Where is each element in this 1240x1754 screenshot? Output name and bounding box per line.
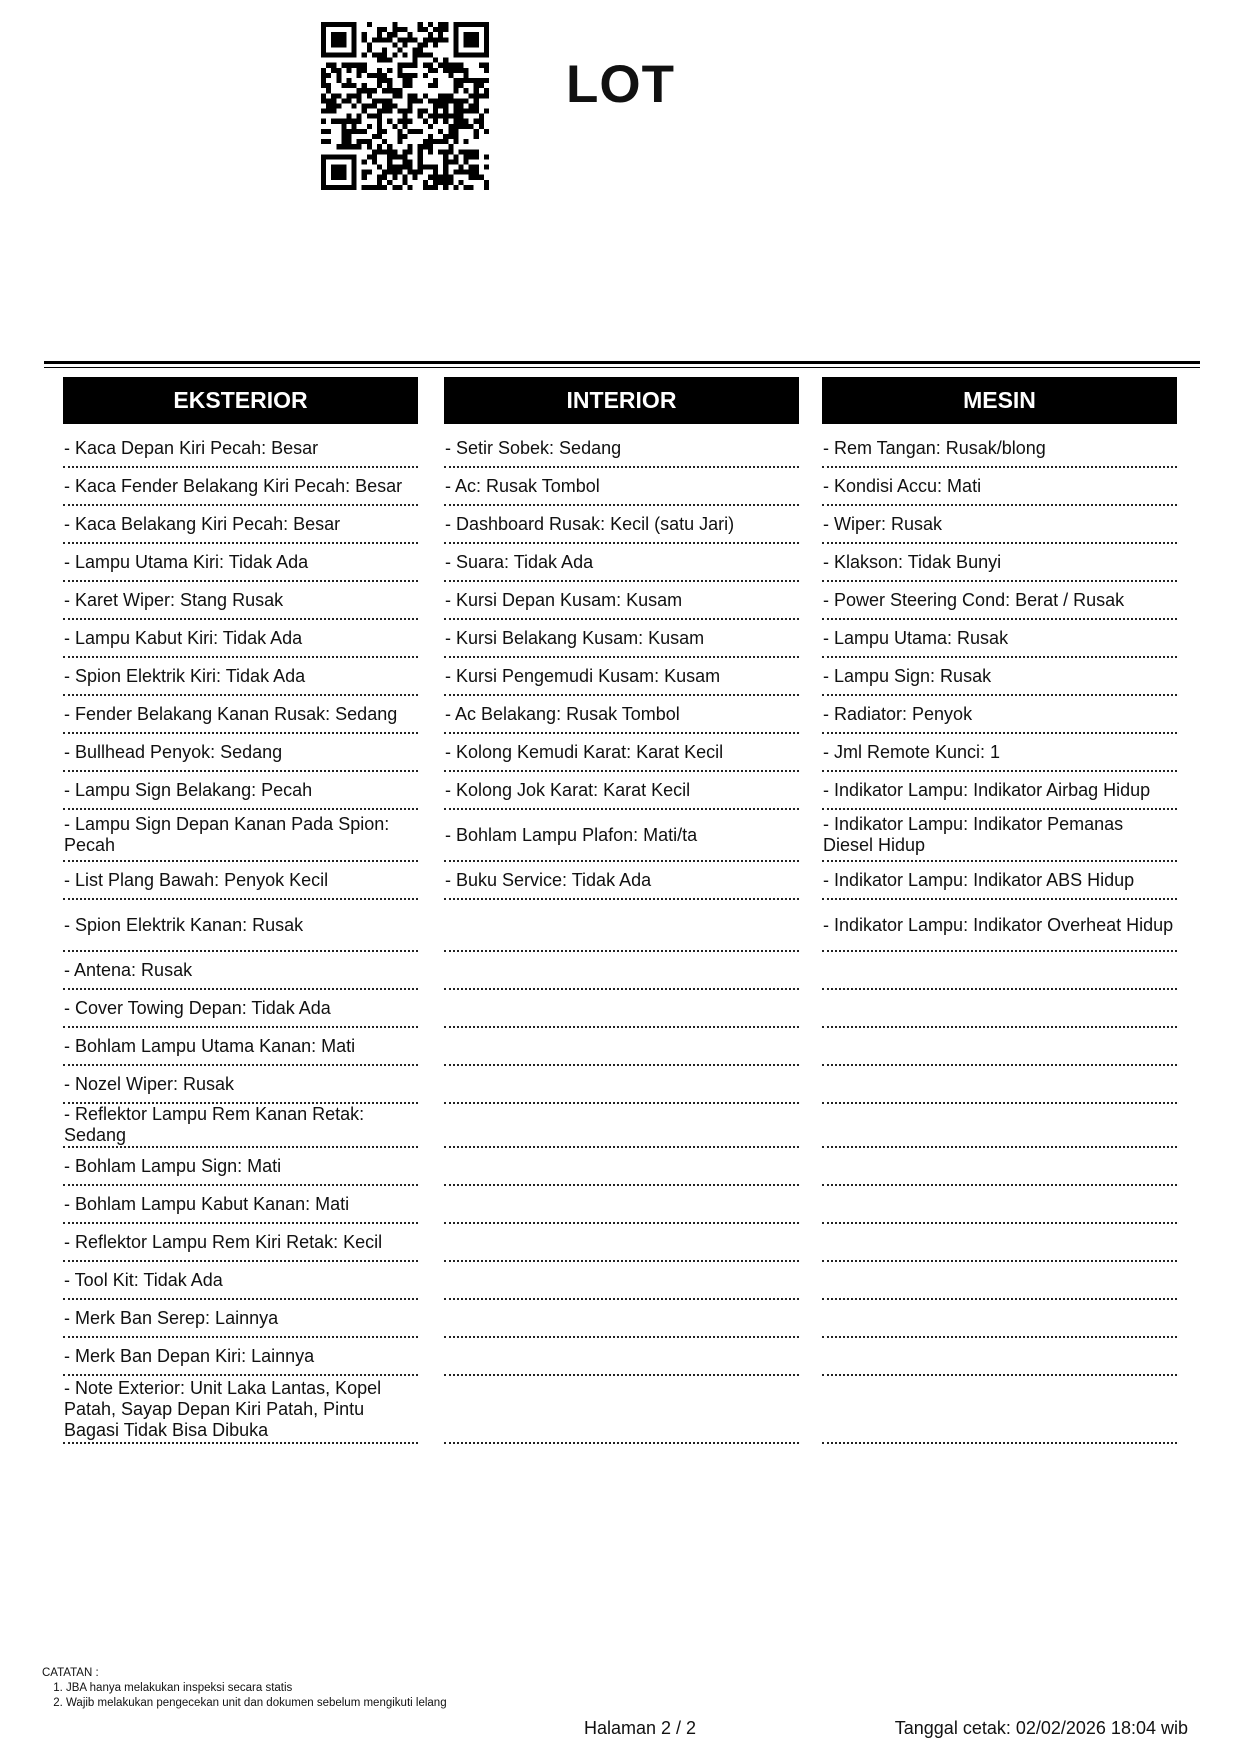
row-text: - Indikator Lampu: Indikator Pemanas Diesel Hidup [823, 814, 1124, 855]
row-text: - Merk Ban Depan Kiri: Lainnya [64, 1345, 315, 1366]
table-row [63, 810, 418, 862]
table-row [63, 1376, 418, 1444]
table-row [822, 430, 1177, 468]
table-row [444, 990, 799, 1028]
row-text: - Ac: Rusak Tombol [445, 475, 600, 496]
table-row [63, 990, 418, 1028]
table-row [63, 900, 418, 952]
table-row [822, 1186, 1177, 1224]
row-text: - Cover Towing Depan: Tidak Ada [64, 997, 331, 1018]
table-row [822, 772, 1177, 810]
row-text: - Bullhead Penyok: Sedang [64, 741, 283, 762]
table-row [63, 658, 418, 696]
column-header-interior: INTERIOR [444, 377, 799, 424]
table-row [822, 620, 1177, 658]
table-row [444, 506, 799, 544]
table-row [63, 1028, 418, 1066]
row-text: - Reflektor Lampu Rem Kanan Retak: Sedang [64, 1104, 365, 1145]
print-date: Tanggal cetak: 02/02/2026 18:04 wib [894, 1718, 1188, 1738]
table-row [822, 696, 1177, 734]
row-text: - Lampu Utama Kiri: Tidak Ada [64, 551, 309, 572]
table-row [822, 862, 1177, 900]
column-eksterior [63, 377, 418, 1444]
table-row [63, 506, 418, 544]
table-row [822, 1300, 1177, 1338]
table-row [822, 952, 1177, 990]
row-text: - Bohlam Lampu Plafon: Mati/ta [445, 824, 698, 845]
table-row [822, 1028, 1177, 1066]
table-row [444, 582, 799, 620]
row-text: - Lampu Sign: Rusak [823, 665, 992, 686]
table-row [444, 1186, 799, 1224]
row-text: - Note Exterior: Unit Laka Lantas, Kopel Patah, Sayap Depan Kiri Patah, Pintu Bagasi Tidak Bisa Dibuka [64, 1377, 382, 1440]
table-row [822, 734, 1177, 772]
table-row [444, 1262, 799, 1300]
row-text: - Nozel Wiper: Rusak [64, 1073, 235, 1094]
table-row [444, 772, 799, 810]
mesin-rows [822, 430, 1177, 1444]
row-text: - Wiper: Rusak [823, 513, 943, 534]
lot-title: LOT [566, 55, 675, 114]
table-row [444, 620, 799, 658]
table-row [63, 1300, 418, 1338]
row-text: - Tool Kit: Tidak Ada [64, 1269, 223, 1290]
row-text: - Indikator Lampu: Indikator Overheat Hidup [823, 914, 1174, 935]
table-row [822, 900, 1177, 952]
table-row [822, 1338, 1177, 1376]
qr-code [321, 22, 489, 190]
column-mesin [822, 377, 1177, 1444]
row-text: - Kaca Depan Kiri Pecah: Besar [64, 437, 319, 458]
notes-list [42, 1681, 447, 1711]
row-text: - Antena: Rusak [64, 959, 193, 980]
row-text: - Kursi Depan Kusam: Kusam [445, 589, 683, 610]
table-row [822, 506, 1177, 544]
row-text: - Power Steering Cond: Berat / Rusak [823, 589, 1125, 610]
table-row [444, 696, 799, 734]
row-text: - Klakson: Tidak Bunyi [823, 551, 1002, 572]
row-text: - Karet Wiper: Stang Rusak [64, 589, 284, 610]
table-row [822, 810, 1177, 862]
row-text: - Kolong Kemudi Karat: Karat Kecil [445, 741, 724, 762]
table-row [63, 620, 418, 658]
table-row [822, 1224, 1177, 1262]
eksterior-rows [63, 430, 418, 1444]
row-text: - Rem Tangan: Rusak/blong [823, 437, 1046, 458]
row-text: - Indikator Lampu: Indikator ABS Hidup [823, 869, 1135, 890]
table-row [63, 468, 418, 506]
table-row [822, 582, 1177, 620]
table-row [444, 1104, 799, 1148]
row-text: - Lampu Sign Depan Kanan Pada Spion: Pecah [64, 814, 390, 855]
table-row [63, 772, 418, 810]
table-row [822, 468, 1177, 506]
row-text: - Bohlam Lampu Utama Kanan: Mati [64, 1035, 356, 1056]
table-row [444, 1300, 799, 1338]
row-text: - Indikator Lampu: Indikator Airbag Hidup [823, 779, 1151, 800]
table-row [63, 952, 418, 990]
table-row [444, 952, 799, 990]
row-text: - Buku Service: Tidak Ada [445, 869, 652, 890]
table-row [63, 1224, 418, 1262]
row-text: - Dashboard Rusak: Kecil (satu Jari) [445, 513, 735, 534]
row-text: - List Plang Bawah: Penyok Kecil [64, 869, 329, 890]
table-row [63, 582, 418, 620]
row-text: - Bohlam Lampu Kabut Kanan: Mati [64, 1193, 350, 1214]
row-text: - Merk Ban Serep: Lainnya [64, 1307, 279, 1328]
row-text: - Kaca Belakang Kiri Pecah: Besar [64, 513, 341, 534]
row-text: - Lampu Sign Belakang: Pecah [64, 779, 313, 800]
table-row [444, 734, 799, 772]
table-row [444, 1066, 799, 1104]
table-row [822, 1104, 1177, 1148]
row-text: - Ac Belakang: Rusak Tombol [445, 703, 680, 724]
row-text: - Reflektor Lampu Rem Kiri Retak: Kecil [64, 1231, 383, 1252]
table-row [63, 734, 418, 772]
row-text: - Radiator: Penyok [823, 703, 973, 724]
header-divider-thin [44, 367, 1200, 368]
table-row [444, 1338, 799, 1376]
table-row [63, 544, 418, 582]
column-header-eksterior: EKSTERIOR [63, 377, 418, 424]
table-row [444, 1376, 799, 1444]
table-row [444, 658, 799, 696]
table-row [63, 1104, 418, 1148]
row-text: - Suara: Tidak Ada [445, 551, 594, 572]
row-text: - Kolong Jok Karat: Karat Kecil [445, 779, 691, 800]
table-row [444, 430, 799, 468]
table-row [63, 1066, 418, 1104]
table-row [63, 1186, 418, 1224]
table-row [444, 1148, 799, 1186]
table-row [822, 1066, 1177, 1104]
row-text: - Kursi Pengemudi Kusam: Kusam [445, 665, 721, 686]
row-text: - Spion Elektrik Kanan: Rusak [64, 914, 304, 935]
table-row [444, 468, 799, 506]
row-text: - Kursi Belakang Kusam: Kusam [445, 627, 705, 648]
table-row [63, 696, 418, 734]
note-item: 2. Wajib melakukan pengecekan unit dan dokumen sebelum mengikuti lelang [66, 1696, 447, 1711]
note-item: 1. JBA hanya melakukan inspeksi secara statis [66, 1681, 447, 1696]
table-row [822, 1262, 1177, 1300]
header-divider [44, 361, 1200, 364]
table-row [63, 1148, 418, 1186]
page-number: Halaman 2 / 2 [584, 1718, 697, 1738]
table-row [822, 990, 1177, 1028]
table-row [444, 862, 799, 900]
row-text: - Lampu Kabut Kiri: Tidak Ada [64, 627, 303, 648]
row-text: - Jml Remote Kunci: 1 [823, 741, 1001, 762]
row-text: - Kondisi Accu: Mati [823, 475, 982, 496]
row-text: - Kaca Fender Belakang Kiri Pecah: Besar [64, 475, 403, 496]
notes-title: CATATAN : [42, 1667, 99, 1679]
interior-rows [444, 430, 799, 1444]
table-row [822, 658, 1177, 696]
column-interior [444, 377, 799, 1444]
row-text: - Lampu Utama: Rusak [823, 627, 1009, 648]
table-row [444, 1224, 799, 1262]
column-header-mesin: MESIN [822, 377, 1177, 424]
row-text: - Setir Sobek: Sedang [445, 437, 622, 458]
table-row [822, 544, 1177, 582]
table-row [63, 862, 418, 900]
table-row [822, 1376, 1177, 1444]
row-text: - Bohlam Lampu Sign: Mati [64, 1155, 282, 1176]
table-row [444, 544, 799, 582]
table-row [444, 900, 799, 952]
row-text: - Fender Belakang Kanan Rusak: Sedang [64, 703, 398, 724]
notes-section [42, 1666, 447, 1711]
table-row [822, 1148, 1177, 1186]
table-row [63, 1338, 418, 1376]
table-row [63, 430, 418, 468]
table-row [63, 1262, 418, 1300]
table-row [444, 1028, 799, 1066]
row-text: - Spion Elektrik Kiri: Tidak Ada [64, 665, 306, 686]
table-row [444, 810, 799, 862]
